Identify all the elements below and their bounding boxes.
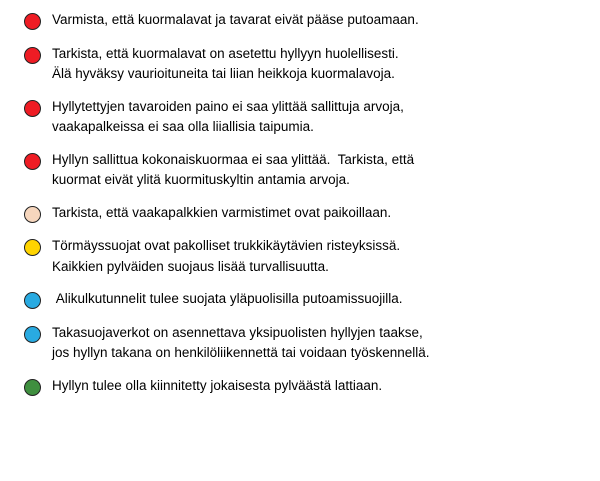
bullet-cell [12,97,52,117]
list-item-text [52,150,588,191]
bullet-cell [12,203,52,223]
list-item-text [52,236,588,277]
blue-bullet [24,326,41,343]
list-item [12,97,588,138]
list-item-line: kuormat eivät ylitä kuormituskyltin antamia arvoja. [52,172,350,188]
list-item-line: Alikulkutunnelit tulee suojata yläpuolisilla putoamissuojilla. [52,291,403,307]
list-item [12,376,588,397]
bullet-cell [12,150,52,170]
bullet-cell [12,376,52,396]
red-bullet [24,153,41,170]
list-item-text [52,10,588,31]
list-item-line: vaakapalkeissa ei saa olla liiallisia taipumia. [52,119,314,135]
peach-bullet [24,206,41,223]
list-item-line: Tarkista, että kuormalavat on asetettu hyllyyn huolellisesti. [52,45,399,61]
list-item-line: Varmista, että kuormalavat ja tavarat eivät pääse putoamaan. [52,12,419,27]
list-item-text [52,97,588,138]
green-bullet [24,379,41,396]
red-bullet [24,100,41,117]
list-item [12,203,588,224]
list-item-line: Hyllyn tulee olla kiinnitetty jokaisesta pylväästä lattiaan. [52,377,383,393]
list-item-text [52,203,588,224]
bullet-cell [12,323,52,343]
bullet-cell [12,44,52,64]
list-item-line: jos hyllyn takana on henkilöliikennettä tai voidaan työskennellä. [52,345,430,361]
list-item-text [52,289,588,310]
blue-bullet [24,292,41,309]
list-item [12,150,588,191]
list-item-text [52,323,588,364]
list-item-line: Kaikkien pylväiden suojaus lisää turvallisuutta. [52,258,329,274]
list-item-line: Takasuojaverkot on asennettava yksipuolisten hyllyjen taakse, [52,324,423,340]
list-item [12,236,588,277]
list-item-line: Hyllyn sallittua kokonaiskuormaa ei saa ylittää. Tarkista, että [52,151,415,167]
list-item-line: Törmäyssuojat ovat pakolliset trukkikäytävien risteyksissä. [52,238,401,254]
list-item [12,323,588,364]
list-item-line: Tarkista, että vaakapalkkien varmistimet ovat paikoillaan. [52,204,392,220]
list-item [12,44,588,85]
red-bullet [24,13,41,30]
list-item-line: Hyllytettyjen tavaroiden paino ei saa ylittää sallittuja arvoja, [52,98,404,114]
list-item [12,10,588,31]
red-bullet [24,47,41,64]
list-item-text [52,376,588,397]
list-item [12,289,588,310]
yellow-bullet [24,239,41,256]
bullet-cell [12,236,52,256]
list-item-text [52,44,588,85]
bullet-cell [12,289,52,309]
bullet-cell [12,10,52,30]
list-item-line: Älä hyväksy vaurioituneita tai liian heikkoja kuormalavoja. [52,66,395,82]
